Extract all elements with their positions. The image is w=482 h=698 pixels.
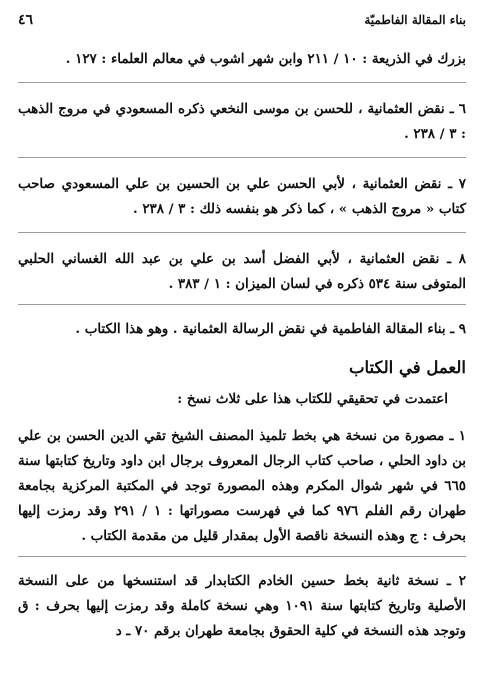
section-heading: العمل في الكتاب [349, 358, 466, 377]
continued-footnote: بزرك في الذريعة : ١٠ / ٢١١ وابن شهر اشوب في معالم العلماء : ١٢٧ . [65, 51, 466, 67]
divider [18, 82, 466, 83]
divider [18, 232, 466, 233]
document-page [18, 12, 466, 688]
divider [18, 157, 466, 158]
list-item: ٨ ـ نقض العثمانية ، لأبي الفضل أسد بن علي بن عبد الله الغساني الحلبي المتوفى سنة ٥٣٤ ذكره في لسان الميزان : ١ / ٣٨٣ . [18, 251, 466, 292]
manuscript-copy-paragraph: ١ ـ مصورة من نسخة هي بخط تلميذ المصنف الشيخ تقي الدين الحسن بن علي بن داود الحلي ، صاحب كتاب الرجال المعروف برجال ابن داود وتاريخ كتابتها سنة ٦٦٥ في شهر شوال المكرم وهذه المصورة توجد في المكتبة المركزية بجامعة طهران رقم الفلم ٩٧٦ كما في فهرست مصوراتها : ١ / ٢٩١ وقد رمزت إليها بحرف : ج وهذه النسخة ناقصة الأول بمقدار قليل من مقدمة الكتاب . [18, 428, 467, 544]
list-item: ٦ ـ نقض العثمانية ، للحسن بن موسى النخعي ذكره المسعودي في مروج الذهب : ٣ / ٢٣٨ . [18, 101, 466, 142]
manuscript-copy-paragraph: ٢ ـ نسخة ثانية بخط حسين الخادم الكتابدار قد استنسخها من على النسخة الأصلية وتاريخ كتابتها سنة ١٠٩١ وهي نسخة كاملة وقد رمزت إليها بحرف : ق وتوجد هذه النسخة في كلية الحقوق بجامعة طهران برقم ٧٠ ـ د [18, 573, 466, 639]
divider [18, 304, 466, 305]
section-intro: اعتمدت في تحقيقي للكتاب هذا على ثلاث نسخ : [177, 391, 448, 407]
list-item: ٧ ـ نقض العثمانية ، لأبي الحسن علي بن الحسين بن علي المسعودي صاحب كتاب « مروج الذهب » ، كما ذكر هو بنفسه ذلك : ٣ / ٢٣٨ . [18, 176, 466, 217]
list-item: ٩ ـ بناء المقالة الفاطمية في نقض الرسالة العثمانية . وهو هذا الكتاب . [75, 321, 466, 337]
running-title: بناء المقالة الفاطميّة [364, 13, 466, 27]
page-header [18, 12, 466, 36]
page-number: ٤٦ [18, 12, 34, 28]
divider [18, 556, 466, 557]
